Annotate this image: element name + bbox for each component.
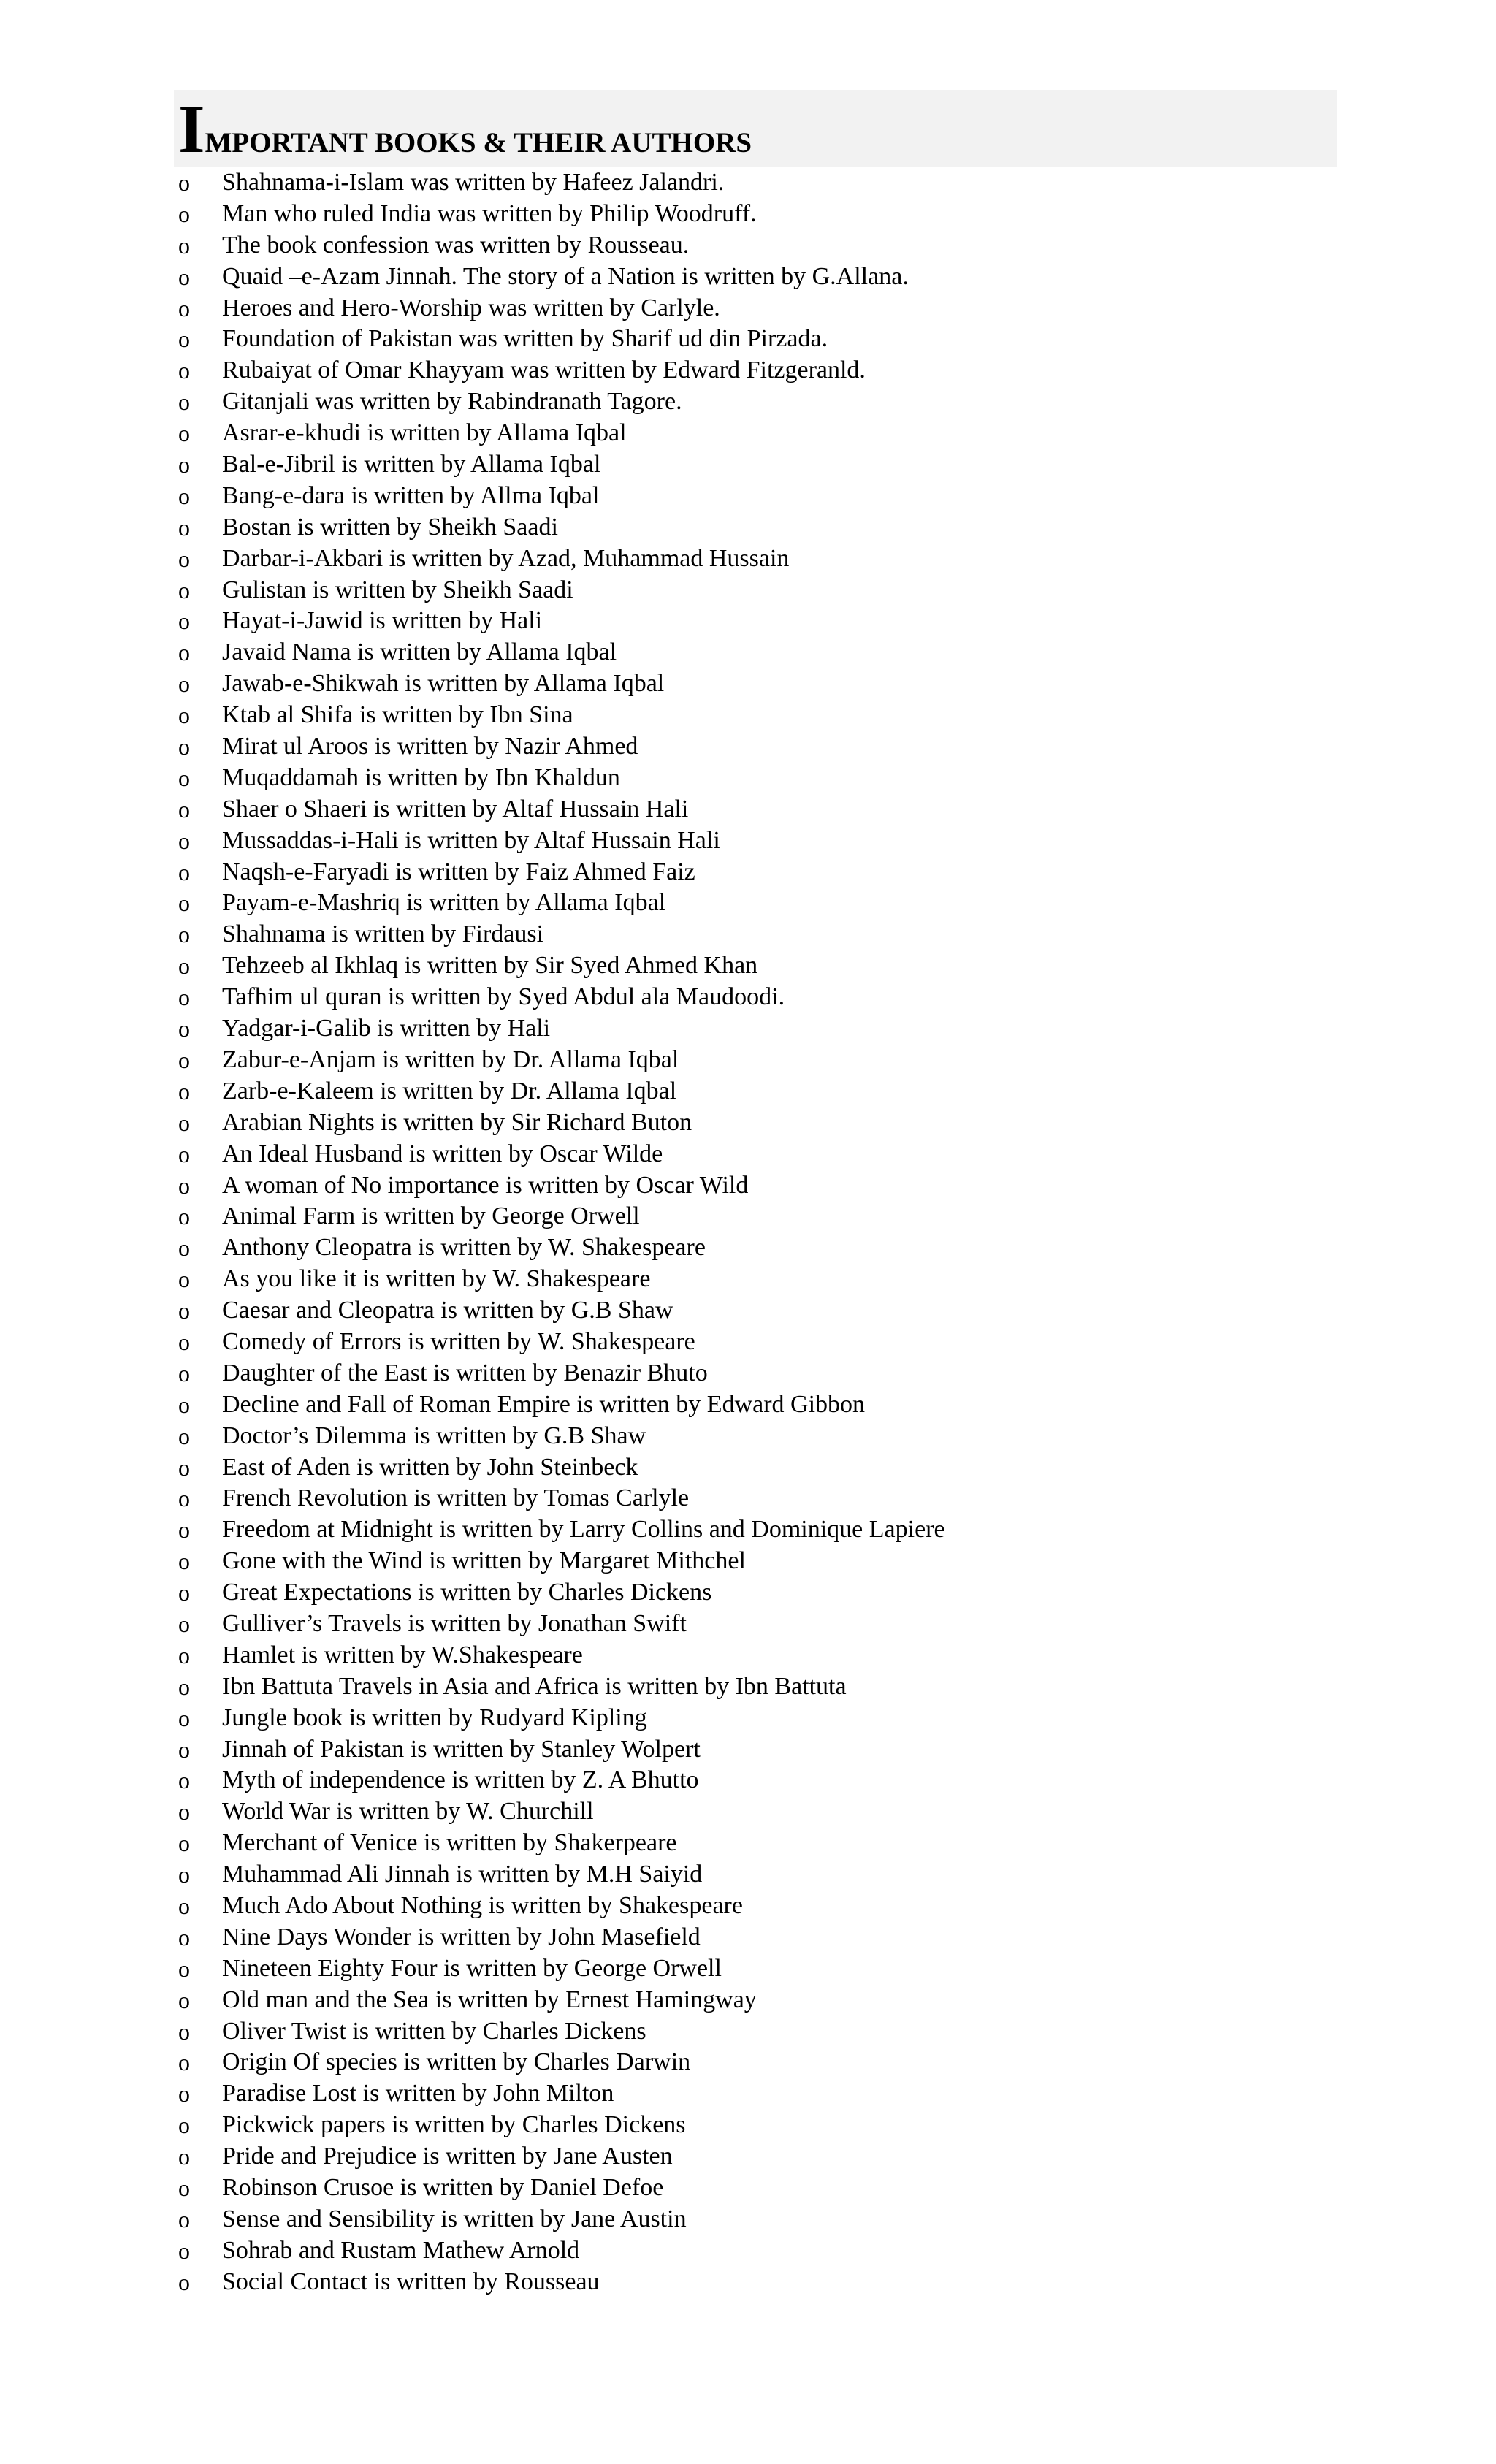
list-item-text: An Ideal Husband is written by Oscar Wilde <box>222 1140 663 1167</box>
list-item-text: Shahnama is written by Firdausi <box>222 920 544 948</box>
list-item-text: Social Contact is written by Rousseau <box>222 2267 600 2295</box>
list-item-text: Shahnama-i-Islam was written by Hafeez Jalandri. <box>222 169 725 196</box>
list-item <box>0 1327 1496 1358</box>
list-item-text: Nineteen Eighty Four is written by George Orwell <box>222 1954 722 1982</box>
list-item <box>0 1640 1496 1671</box>
list-item <box>0 1577 1496 1609</box>
list-item <box>0 1734 1496 1766</box>
bullet-icon: o <box>178 1454 190 1481</box>
bullet-icon: o <box>178 1610 190 1637</box>
list-item <box>0 1232 1496 1264</box>
bullet-icon: o <box>178 1955 190 1982</box>
list-item-text: Robinson Crusoe is written by Daniel Defoe <box>222 2174 664 2201</box>
bullet-icon: o <box>178 1235 190 1262</box>
list-item <box>0 1107 1496 1139</box>
list-item-text: Gulistan is written by Sheikh Saadi <box>222 576 573 603</box>
list-item <box>0 1076 1496 1107</box>
list-item <box>0 2078 1496 2110</box>
list-item-text: As you like it is written by W. Shakespeare <box>222 1265 651 1293</box>
list-item <box>0 1796 1496 1828</box>
bullet-icon: o <box>178 1015 190 1042</box>
bullet-icon: o <box>178 2205 190 2232</box>
list-item-text: Asrar-e-khudi is written by Allama Iqbal <box>222 419 627 447</box>
bullet-icon: o <box>178 1359 190 1387</box>
list-item-text: Caesar and Cleopatra is written by G.B Shaw <box>222 1297 673 1324</box>
list-item <box>0 2141 1496 2173</box>
list-item-text: Nine Days Wonder is written by John Masefield <box>222 1923 701 1950</box>
bullet-icon: o <box>178 357 190 384</box>
list-item-text: Ktab al Shifa is written by Ibn Sina <box>222 701 573 729</box>
list-item <box>0 1985 1496 2016</box>
bullet-icon: o <box>178 858 190 885</box>
list-item <box>0 199 1496 230</box>
list-item-text: Gitanjali was written by Rabindranath Tagore. <box>222 388 682 416</box>
list-item <box>0 606 1496 637</box>
list-item-text: Pride and Prejudice is written by Jane Austen <box>222 2143 673 2170</box>
list-item-text: Ibn Battuta Travels in Asia and Africa is written by Ibn Battuta <box>222 1672 847 1700</box>
bullet-icon: o <box>178 2237 190 2264</box>
list-item <box>0 1389 1496 1421</box>
list-item <box>0 1514 1496 1546</box>
list-item <box>0 1139 1496 1170</box>
list-item <box>0 1045 1496 1076</box>
bullet-icon: o <box>178 514 190 541</box>
bullet-icon: o <box>178 420 190 447</box>
bullet-icon: o <box>178 200 190 227</box>
bullet-icon: o <box>178 2112 190 2139</box>
bullet-icon: o <box>178 2143 190 2170</box>
list-item <box>0 386 1496 418</box>
list-item-text: Sohrab and Rustam Mathew Arnold <box>222 2236 580 2264</box>
list-item-text: Bal-e-Jibril is written by Allama Iqbal <box>222 451 601 478</box>
list-item <box>0 763 1496 794</box>
list-item-text: Darbar-i-Akbari is written by Azad, Muhammad Hussain <box>222 544 790 572</box>
list-item <box>0 2047 1496 2078</box>
bullet-icon: o <box>178 1140 190 1167</box>
bullet-icon: o <box>178 389 190 416</box>
list-item <box>0 324 1496 355</box>
list-item-text: The book confession was written by Rousseau. <box>222 231 690 259</box>
list-item-text: Freedom at Midnight is written by Larry Collins and Dominique Lapiere <box>222 1516 945 1544</box>
bullet-icon: o <box>178 1391 190 1418</box>
list-item <box>0 794 1496 825</box>
bullet-icon: o <box>178 1485 190 1512</box>
list-item <box>0 950 1496 982</box>
bullet-icon: o <box>178 1892 190 1919</box>
list-item-text: Old man and the Sea is written by Ernest Hamingway <box>222 1986 757 2013</box>
bullet-icon: o <box>178 1830 190 1857</box>
bullet-icon: o <box>178 827 190 854</box>
title-drop-initial: I <box>178 91 205 167</box>
bullet-icon: o <box>178 2175 190 2201</box>
bullet-icon: o <box>178 1266 190 1293</box>
list-item <box>0 1922 1496 1953</box>
list-item <box>0 1546 1496 1577</box>
list-item <box>0 167 1496 199</box>
list-item <box>0 1703 1496 1734</box>
list-item <box>0 825 1496 857</box>
list-item <box>0 668 1496 700</box>
list-item-text: Javaid Nama is written by Allama Iqbal <box>222 638 617 666</box>
bullet-icon: o <box>178 1736 190 1763</box>
list-item-text: Animal Farm is written by George Orwell <box>222 1202 640 1230</box>
bullet-icon: o <box>178 263 190 290</box>
list-item-text: Muqaddamah is written by Ibn Khaldun <box>222 763 620 791</box>
list-item-text: Comedy of Errors is written by W. Shakespeare <box>222 1327 695 1355</box>
bullet-icon: o <box>178 576 190 603</box>
list-item <box>0 1452 1496 1484</box>
bullet-icon: o <box>178 2080 190 2108</box>
bullet-icon: o <box>178 2049 190 2076</box>
list-item <box>0 1264 1496 1295</box>
list-item-text: World War is written by W. Churchill <box>222 1798 594 1826</box>
list-item <box>0 1609 1496 1640</box>
bullet-icon: o <box>178 1517 190 1544</box>
list-item-text: Gulliver’s Travels is written by Jonathan Swift <box>222 1609 687 1637</box>
bullet-icon: o <box>178 1579 190 1606</box>
list-item <box>0 1483 1496 1514</box>
bullet-icon: o <box>178 294 190 321</box>
bullet-icon: o <box>178 1986 190 2013</box>
list-item <box>0 888 1496 919</box>
bullet-icon: o <box>178 1799 190 1826</box>
list-item <box>0 355 1496 386</box>
bullet-icon: o <box>178 232 190 259</box>
list-item <box>0 2235 1496 2267</box>
list-item <box>0 2204 1496 2235</box>
bullet-icon: o <box>178 733 190 760</box>
list-item-text: Much Ado About Nothing is written by Shakespeare <box>222 1891 743 1919</box>
bullet-icon: o <box>178 921 190 948</box>
bullet-icon: o <box>178 796 190 823</box>
list-item <box>0 1358 1496 1389</box>
bullet-icon: o <box>178 545 190 572</box>
bullet-icon: o <box>178 1203 190 1230</box>
list-item-text: Origin Of species is written by Charles Darwin <box>222 2048 691 2076</box>
bullet-icon: o <box>178 1641 190 1668</box>
list-item-text: Gone with the Wind is written by Margaret Mithchel <box>222 1547 746 1575</box>
list-item-text: Foundation of Pakistan was written by Sharif ud din Pirzada. <box>222 325 828 353</box>
bullet-icon: o <box>178 451 190 478</box>
list-item <box>0 2110 1496 2141</box>
list-item <box>0 857 1496 888</box>
list-item-text: Shaer o Shaeri is written by Altaf Hussain Hali <box>222 795 689 823</box>
list-item-text: East of Aden is written by John Steinbeck <box>222 1453 638 1481</box>
list-item <box>0 449 1496 481</box>
list-item <box>0 293 1496 324</box>
list-item <box>0 481 1496 512</box>
list-item-text: Merchant of Venice is written by Shakerpeare <box>222 1829 677 1857</box>
book-author-list <box>0 167 1496 2298</box>
list-item-text: Yadgar-i-Galib is written by Hali <box>222 1015 551 1042</box>
bullet-icon: o <box>178 608 190 635</box>
bullet-icon: o <box>178 953 190 980</box>
list-item-text: Myth of independence is written by Z. A Bhutto <box>222 1766 699 1794</box>
list-item-text: Zarb-e-Kaleem is written by Dr. Allama Iqbal <box>222 1077 677 1105</box>
list-item <box>0 1765 1496 1796</box>
bullet-icon: o <box>178 1704 190 1731</box>
list-item-text: Muhammad Ali Jinnah is written by M.H Saiyid <box>222 1861 703 1888</box>
list-item <box>0 1859 1496 1891</box>
bullet-icon: o <box>178 639 190 666</box>
list-item-text: Pickwick papers is written by Charles Dickens <box>222 2111 686 2139</box>
list-item-text: Rubaiyat of Omar Khayyam was written by Edward Fitzgeranld. <box>222 356 866 384</box>
list-item-text: Zabur-e-Anjam is written by Dr. Allama Iqbal <box>222 1045 679 1073</box>
list-item-text: Oliver Twist is written by Charles Dickens <box>222 2017 646 2045</box>
list-item-text: Bostan is written by Sheikh Saadi <box>222 513 558 541</box>
bullet-icon: o <box>178 482 190 509</box>
list-item <box>0 2267 1496 2298</box>
list-item-text: Jawab-e-Shikwah is written by Allama Iqbal <box>222 670 665 698</box>
bullet-icon: o <box>178 890 190 917</box>
bullet-icon: o <box>178 671 190 698</box>
list-item-text: Payam-e-Mashriq is written by Allama Iqbal <box>222 889 666 917</box>
list-item-text: Mussaddas-i-Hali is written by Altaf Hussain Hali <box>222 826 720 854</box>
list-item-text: Doctor’s Dilemma is written by G.B Shaw <box>222 1422 646 1449</box>
bullet-icon: o <box>178 1673 190 1700</box>
bullet-icon: o <box>178 1328 190 1355</box>
bullet-icon: o <box>178 984 190 1011</box>
list-item-text: Quaid –e-Azam Jinnah. The story of a Nation is written by G.Allana. <box>222 262 909 290</box>
list-item <box>0 637 1496 668</box>
list-item-text: Great Expectations is written by Charles Dickens <box>222 1579 712 1606</box>
list-item <box>0 700 1496 731</box>
list-item-text: A woman of No importance is written by Oscar Wild <box>222 1171 749 1199</box>
list-item-text: French Revolution is written by Tomas Carlyle <box>222 1484 690 1512</box>
title-text: MPORTANT BOOKS & THEIR AUTHORS <box>205 127 752 159</box>
list-item <box>0 1013 1496 1045</box>
list-item-text: Anthony Cleopatra is written by W. Shakespeare <box>222 1234 706 1262</box>
list-item-text: Hamlet is written by W.Shakespeare <box>222 1641 583 1668</box>
list-item-text: Jungle book is written by Rudyard Kipling <box>222 1704 647 1731</box>
bullet-icon: o <box>178 764 190 791</box>
list-item <box>0 2016 1496 2048</box>
bullet-icon: o <box>178 1297 190 1324</box>
list-item-text: Heroes and Hero-Worship was written by Carlyle. <box>222 294 720 321</box>
bullet-icon: o <box>178 1172 190 1199</box>
list-item-text: Daughter of the East is written by Benazir Bhuto <box>222 1359 708 1387</box>
list-item <box>0 731 1496 763</box>
list-item <box>0 1891 1496 1922</box>
bullet-icon: o <box>178 1548 190 1575</box>
list-item-text: Mirat ul Aroos is written by Nazir Ahmed <box>222 733 638 760</box>
bullet-icon: o <box>178 1046 190 1073</box>
list-item <box>0 1201 1496 1232</box>
list-item-text: Paradise Lost is written by John Milton <box>222 2080 614 2108</box>
bullet-icon: o <box>178 1767 190 1794</box>
list-item-text: Tafhim ul quran is written by Syed Abdul ala Maudoodi. <box>222 983 785 1011</box>
list-item-text: Jinnah of Pakistan is written by Stanley Wolpert <box>222 1735 701 1763</box>
bullet-icon: o <box>178 1077 190 1105</box>
list-item <box>0 543 1496 575</box>
list-item-text: Arabian Nights is written by Sir Richard Buton <box>222 1108 692 1136</box>
bullet-icon: o <box>178 326 190 353</box>
list-item-text: Man who ruled India was written by Philip Woodruff. <box>222 199 757 227</box>
bullet-icon: o <box>178 1861 190 1888</box>
list-item-text: Tehzeeb al Ikhlaq is written by Sir Syed Ahmed Khan <box>222 952 758 980</box>
list-item-text: Sense and Sensibility is written by Jane Austin <box>222 2205 687 2232</box>
list-item <box>0 1953 1496 1985</box>
list-item <box>0 418 1496 449</box>
bullet-icon: o <box>178 1422 190 1449</box>
page-title <box>178 91 752 167</box>
bullet-icon: o <box>178 1923 190 1950</box>
list-item <box>0 2173 1496 2204</box>
list-item <box>0 512 1496 543</box>
bullet-icon: o <box>178 169 190 196</box>
list-item <box>0 262 1496 293</box>
list-item <box>0 1671 1496 1703</box>
bullet-icon: o <box>178 702 190 729</box>
list-item <box>0 230 1496 262</box>
list-item <box>0 575 1496 606</box>
list-item <box>0 1421 1496 1452</box>
bullet-icon: o <box>178 1109 190 1136</box>
list-item-text: Decline and Fall of Roman Empire is written by Edward Gibbon <box>222 1390 866 1418</box>
list-item <box>0 919 1496 950</box>
bullet-icon: o <box>178 2268 190 2295</box>
list-item <box>0 1828 1496 1859</box>
list-item-text: Hayat-i-Jawid is written by Hali <box>222 607 543 635</box>
bullet-icon: o <box>178 2018 190 2045</box>
list-item <box>0 1170 1496 1202</box>
list-item-text: Bang-e-dara is written by Allma Iqbal <box>222 481 600 509</box>
list-item <box>0 982 1496 1013</box>
list-item <box>0 1295 1496 1327</box>
list-item-text: Naqsh-e-Faryadi is written by Faiz Ahmed Faiz <box>222 858 695 885</box>
